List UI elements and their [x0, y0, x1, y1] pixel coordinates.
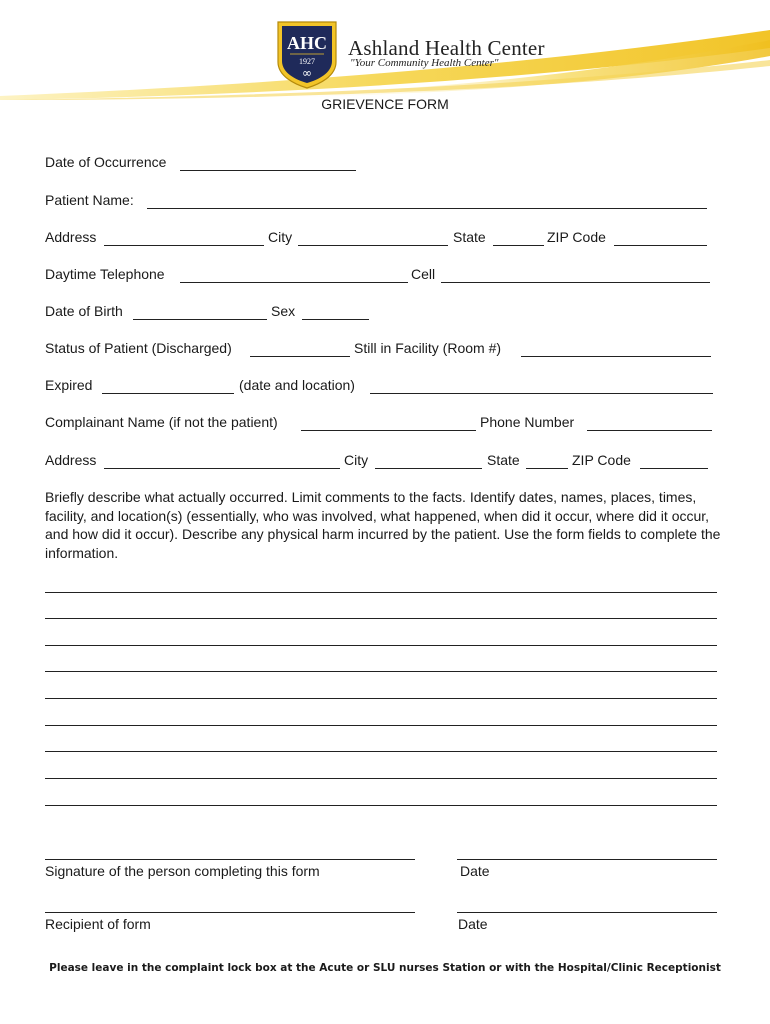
date-and-location-label: (date and location)	[239, 377, 355, 393]
complainant-city-field[interactable]	[375, 468, 482, 469]
ahc-logo-icon	[276, 18, 338, 90]
recipient-label: Recipient of form	[45, 916, 151, 932]
date-of-occurrence-field[interactable]	[180, 170, 356, 171]
description-line[interactable]	[45, 592, 717, 593]
complainant-city-label: City	[344, 452, 369, 468]
complainant-zip-label: ZIP Code	[572, 452, 631, 468]
patient-name-field[interactable]	[147, 208, 707, 209]
city-field[interactable]	[298, 245, 448, 246]
svg-text:AHC: AHC	[287, 33, 327, 53]
signature-date-label: Date	[460, 863, 490, 879]
complainant-name-label: Complainant Name (if not the patient)	[45, 414, 278, 430]
description-line[interactable]	[45, 645, 717, 646]
expired-field[interactable]	[102, 393, 234, 394]
svg-text:1927: 1927	[299, 57, 315, 66]
cell-field[interactable]	[441, 282, 710, 283]
status-of-patient-field[interactable]	[250, 356, 350, 357]
description-line[interactable]	[45, 698, 717, 699]
daytime-telephone-field[interactable]	[180, 282, 408, 283]
date-and-location-field[interactable]	[370, 393, 713, 394]
description-line[interactable]	[45, 805, 717, 806]
form-title: GRIEVENCE FORM	[321, 96, 449, 112]
complainant-address-label: Address	[45, 452, 97, 468]
recipient-date-label: Date	[458, 916, 488, 932]
zip-code-label: ZIP Code	[547, 229, 606, 245]
complainant-state-field[interactable]	[526, 468, 568, 469]
org-name: Ashland Health Center	[348, 36, 545, 60]
phone-number-label: Phone Number	[480, 414, 575, 430]
address-field[interactable]	[104, 245, 264, 246]
org-tagline: "Your Community Health Center"	[350, 57, 499, 69]
description-line[interactable]	[45, 671, 717, 672]
description-line[interactable]	[45, 618, 717, 619]
complainant-zip-field[interactable]	[640, 468, 708, 469]
state-label: State	[453, 229, 486, 245]
description-line[interactable]	[45, 725, 717, 726]
signature-label: Signature of the person completing this form	[45, 863, 320, 879]
state-field[interactable]	[493, 245, 544, 246]
city-label: City	[268, 229, 293, 245]
daytime-telephone-label: Daytime Telephone	[45, 266, 165, 282]
footer-note: Please leave in the complaint lock box at the Acute or SLU nurses Station or with the Hospital/Clinic Receptionist	[49, 962, 721, 974]
complainant-state-label: State	[487, 452, 520, 468]
svg-text:∞: ∞	[302, 66, 312, 80]
recipient-date-field[interactable]	[457, 912, 717, 913]
patient-name-label: Patient Name:	[45, 192, 134, 208]
sex-field[interactable]	[302, 319, 369, 320]
sex-label: Sex	[271, 303, 296, 319]
expired-label: Expired	[45, 377, 93, 393]
recipient-field[interactable]	[45, 912, 415, 913]
date-of-birth-field[interactable]	[133, 319, 267, 320]
address-label: Address	[45, 229, 97, 245]
description-line[interactable]	[45, 778, 717, 779]
instructions-paragraph: Briefly describe what actually occurred. Limit comments to the facts. Identify dates, names, places, times, facility, and location(s) (essentially, who was involved, what happened, when did it occur, where did it occur, and how did it occur). Describe any physical harm incurred by the patient. Use the form fields to complete the information.	[45, 489, 721, 561]
status-of-patient-label: Status of Patient (Discharged)	[45, 340, 232, 356]
signature-field[interactable]	[45, 859, 415, 860]
phone-number-field[interactable]	[587, 430, 712, 431]
date-of-occurrence-label: Date of Occurrence	[45, 154, 167, 170]
zip-code-field[interactable]	[614, 245, 707, 246]
complainant-address-field[interactable]	[104, 468, 340, 469]
still-in-facility-label: Still in Facility (Room #)	[354, 340, 502, 356]
still-in-facility-field[interactable]	[521, 356, 711, 357]
description-line[interactable]	[45, 751, 717, 752]
date-of-birth-label: Date of Birth	[45, 303, 123, 319]
signature-date-field[interactable]	[457, 859, 717, 860]
complainant-name-field[interactable]	[301, 430, 476, 431]
cell-label: Cell	[411, 266, 436, 282]
